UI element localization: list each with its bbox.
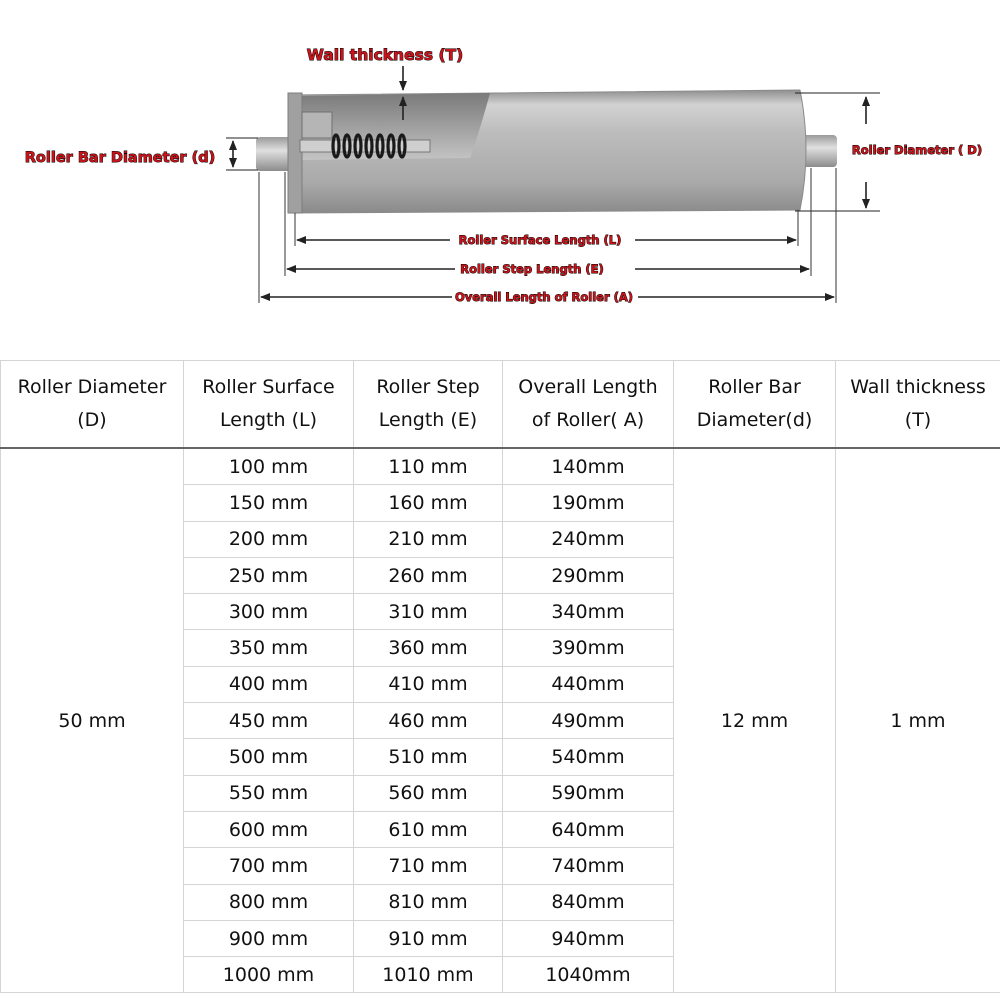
surface-length-cell: 800 mm [184,884,354,920]
surface-length-cell: 200 mm [184,521,354,557]
step-length-cell: 810 mm [354,884,503,920]
overall-length-cell: 840mm [503,884,674,920]
step-length-cell: 1010 mm [354,957,503,993]
overall-length-cell: 290mm [503,557,674,593]
surface-length-label: Roller Surface Length (L) [458,233,622,247]
end-cap [288,93,302,213]
step-length-cell: 610 mm [354,811,503,847]
step-length-cell: 560 mm [354,775,503,811]
overall-length-cell: 940mm [503,920,674,956]
step-length-cell: 710 mm [354,848,503,884]
overall-length-label: Overall Length of Roller (A) [454,290,634,304]
header-step-length: Roller Step Length (E) [354,361,503,449]
overall-length-cell: 240mm [503,521,674,557]
step-length-cell: 510 mm [354,739,503,775]
surface-length-cell: 700 mm [184,848,354,884]
surface-length-cell: 500 mm [184,739,354,775]
wall-thickness-label: Wall thickness (T) [306,46,464,64]
overall-length-cell: 590mm [503,775,674,811]
overall-length-cell: 440mm [503,666,674,702]
overall-length-cell: 340mm [503,594,674,630]
overall-length-cell: 740mm [503,848,674,884]
overall-length-cell: 490mm [503,703,674,739]
header-row [1,361,1000,449]
bar-diameter-value: 12 mm [674,448,836,993]
wall-thickness-value: 1 mm [836,448,1000,993]
overall-length-cell: 540mm [503,739,674,775]
surface-length-cell: 450 mm [184,703,354,739]
surface-length-cell: 400 mm [184,666,354,702]
overall-length-cell: 390mm [503,630,674,666]
overall-length-cell: 640mm [503,811,674,847]
step-length-cell: 110 mm [354,448,503,485]
header-roller-diameter: Roller Diameter (D) [1,361,184,449]
surface-length-cell: 150 mm [184,485,354,521]
bearing-housing [302,112,332,138]
overall-length-cell: 1040mm [503,957,674,993]
table-row [1,448,1000,485]
surface-length-cell: 900 mm [184,920,354,956]
step-length-cell: 360 mm [354,630,503,666]
surface-length-cell: 600 mm [184,811,354,847]
header-wall-thickness: Wall thickness (T) [836,361,1000,449]
step-length-label: Roller Step Length (E) [460,262,604,276]
overall-length-cell: 140mm [503,448,674,485]
header-overall-length: Overall Length of Roller( A) [503,361,674,449]
header-surface-length: Roller Surface Length (L) [184,361,354,449]
overall-length-cell: 190mm [503,485,674,521]
surface-length-cell: 250 mm [184,557,354,593]
step-length-cell: 460 mm [354,703,503,739]
roller-diameter-value: 50 mm [1,448,184,993]
surface-length-cell: 100 mm [184,448,354,485]
roller-diagram [0,0,1000,330]
step-length-cell: 410 mm [354,666,503,702]
header-bar-diameter: Roller Bar Diameter(d) [674,361,836,449]
roller-diameter-label: Roller Diameter ( D) [851,143,983,157]
step-length-cell: 210 mm [354,521,503,557]
surface-length-cell: 1000 mm [184,957,354,993]
surface-length-cell: 350 mm [184,630,354,666]
surface-length-cell: 300 mm [184,594,354,630]
surface-length-cell: 550 mm [184,775,354,811]
step-length-cell: 910 mm [354,920,503,956]
step-length-cell: 160 mm [354,485,503,521]
step-length-cell: 310 mm [354,594,503,630]
spec-table [0,360,1000,993]
step-length-cell: 260 mm [354,557,503,593]
roller-bar-diameter-label: Roller Bar Diameter (d) [24,150,216,166]
